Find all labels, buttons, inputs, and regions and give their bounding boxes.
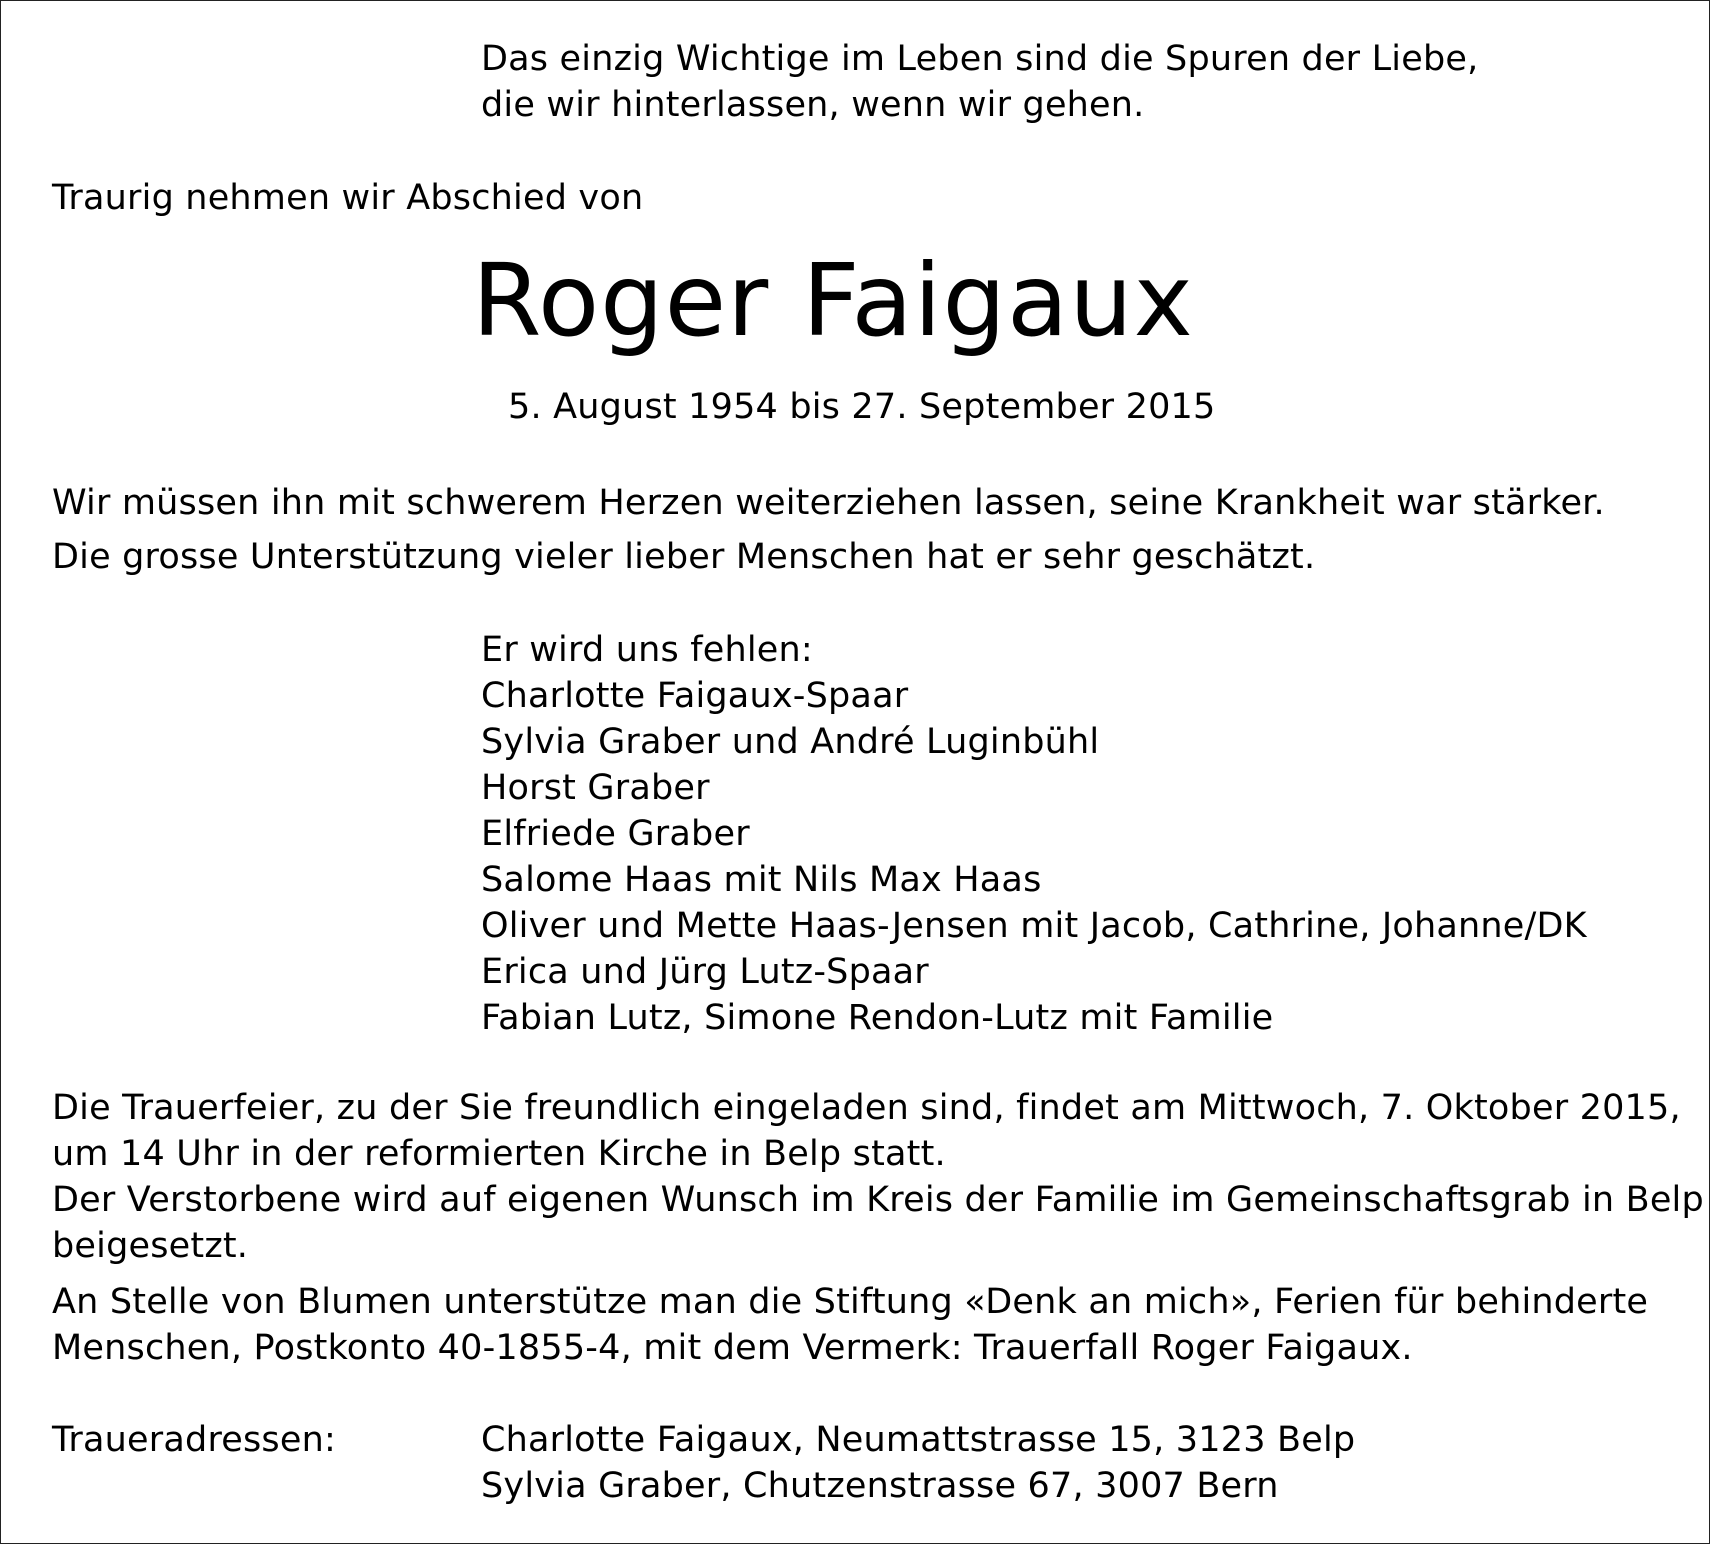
- message-line-1: Wir müssen ihn mit schwerem Herzen weiterziehen lassen, seine Krankheit war stärker.: [52, 483, 1605, 523]
- message-line-2: Die grosse Unterstützung vieler lieber Menschen hat er sehr geschätzt.: [52, 537, 1316, 577]
- mourner-name: Elfriede Graber: [481, 814, 750, 854]
- ceremony-line-2: um 14 Uhr in der reformierten Kirche in Belp statt.: [52, 1134, 946, 1174]
- deceased-name: Roger Faigaux: [472, 242, 1194, 359]
- mourners-heading: Er wird uns fehlen:: [481, 630, 813, 670]
- mourner-name: Oliver und Mette Haas-Jensen mit Jacob, Cathrine, Johanne/DK: [481, 906, 1587, 946]
- life-dates: 5. August 1954 bis 27. September 2015: [508, 387, 1216, 427]
- mourner-name: Charlotte Faigaux-Spaar: [481, 676, 909, 716]
- mourner-name: Horst Graber: [481, 768, 710, 808]
- address-line: Sylvia Graber, Chutzenstrasse 67, 3007 Bern: [481, 1466, 1279, 1506]
- ceremony-line-3: Der Verstorbene wird auf eigenen Wunsch im Kreis der Familie im Gemeinschaftsgrab in Belp: [52, 1180, 1704, 1220]
- mourner-name: Salome Haas mit Nils Max Haas: [481, 860, 1042, 900]
- donation-line-1: An Stelle von Blumen unterstütze man die Stiftung «Denk an mich», Ferien für behinderte: [52, 1282, 1649, 1322]
- intro-line: Traurig nehmen wir Abschied von: [52, 178, 644, 218]
- mourner-name: Fabian Lutz, Simone Rendon-Lutz mit Familie: [481, 998, 1274, 1038]
- mourner-name: Sylvia Graber und André Luginbühl: [481, 722, 1100, 762]
- motto-line-2: die wir hinterlassen, wenn wir gehen.: [481, 85, 1145, 125]
- mourner-name: Erica und Jürg Lutz-Spaar: [481, 952, 929, 992]
- motto-line-1: Das einzig Wichtige im Leben sind die Spuren der Liebe,: [481, 39, 1479, 79]
- ceremony-line-1: Die Trauerfeier, zu der Sie freundlich eingeladen sind, findet am Mittwoch, 7. Oktober 2015,: [52, 1088, 1681, 1128]
- donation-line-2: Menschen, Postkonto 40-1855-4, mit dem Vermerk: Trauerfall Roger Faigaux.: [52, 1328, 1413, 1368]
- address-line: Charlotte Faigaux, Neumattstrasse 15, 3123 Belp: [481, 1420, 1356, 1460]
- addresses-label: Traueradressen:: [52, 1420, 336, 1460]
- ceremony-line-4: beigesetzt.: [52, 1226, 249, 1266]
